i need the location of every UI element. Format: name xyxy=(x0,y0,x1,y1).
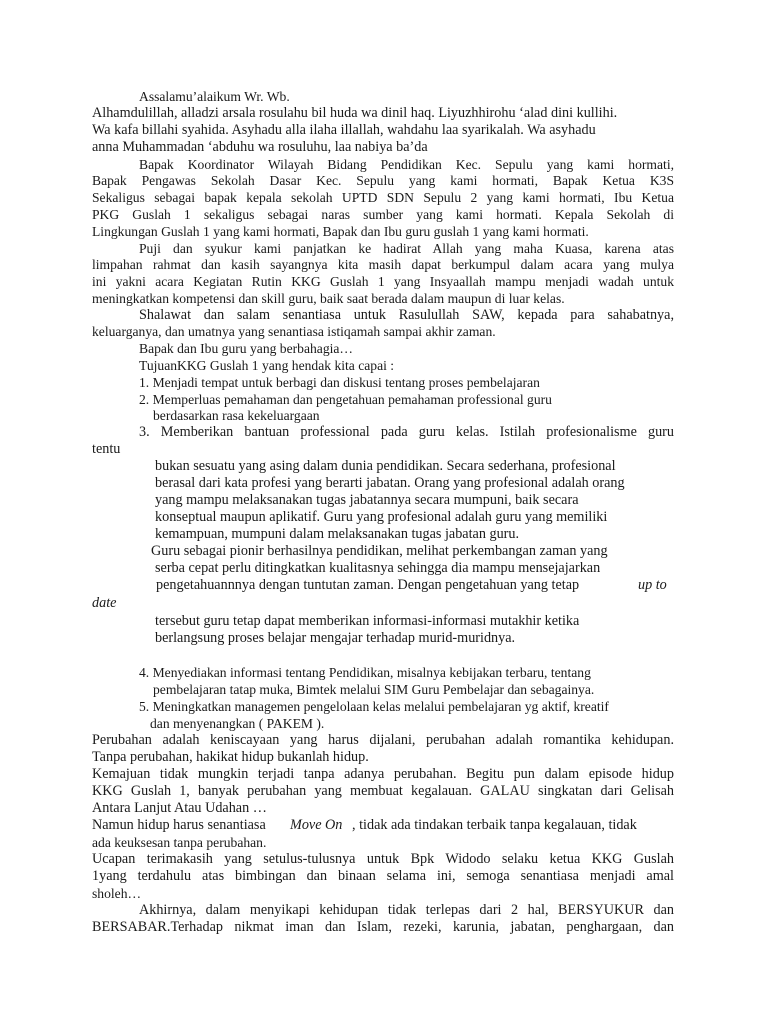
text-line: serba cepat perlu ditingkatkan kualitasnya sehingga dia mampu mensejajarkan xyxy=(155,560,601,576)
text-line: yang mampu melaksanakan tugas jabatannya secara mumpuni, baik secara xyxy=(155,492,579,508)
text-line: konseptual maupun aplikatif. Guru yang profesional adalah guru yang memiliki xyxy=(155,509,608,525)
text-line: Alhamdulillah, alladzi arsala rosulahu bil huda wa dinil haq. Liyuzhhirohu ‘alad dini kullihi. xyxy=(92,105,618,121)
text-line: up to xyxy=(638,577,667,593)
text-line: bukan sesuatu yang asing dalam dunia pendidikan. Secara sederhana, profesional xyxy=(155,458,616,474)
text-line: Lingkungan Guslah 1 yang kami hormati, Bapak dan Ibu guru guslah 1 yang kami hormati. xyxy=(92,224,589,239)
text-line: Shalawat dan salam senantiasa untuk Rasulullah SAW, kepada para sahabatnya, xyxy=(139,307,674,323)
text-line: Akhirnya, dalam menyikapi kehidupan tidak terlepas dari 2 hal, BERSYUKUR dan xyxy=(139,902,674,918)
text-line: KKG Guslah 1, banyak perubahan yang membuat kegalauan. GALAU singkatan dari Gelisah xyxy=(92,783,674,799)
text-line: sholeh… xyxy=(92,886,142,901)
text-line: Bapak Pengawas Sekolah Dasar Kec. Sepulu yang kami hormati, Bapak Ketua K3S xyxy=(92,173,674,188)
text-line: Guru sebagai pionir berhasilnya pendidikan, melihat perkembangan zaman yang xyxy=(151,543,608,559)
text-line: kemampuan, mumpuni dalam melaksanakan tugas jabatan guru. xyxy=(155,526,520,542)
text-line: Perubahan adalah keniscayaan yang harus dijalani, perubahan adalah romantika kehidupan. xyxy=(92,732,674,748)
text-line: , tidak ada tindakan terbaik tanpa kegalauan, tidak xyxy=(352,817,637,833)
text-line: 1. Menjadi tempat untuk berbagi dan diskusi tentang proses pembelajaran xyxy=(139,375,540,390)
text-line: pengetahuannnya dengan tuntutan zaman. Dengan pengetahuan yang tetap xyxy=(156,577,580,593)
text-line: 2. Memperluas pemahaman dan pengetahuan pemahaman professional guru xyxy=(139,392,552,407)
text-line: Bapak Koordinator Wilayah Bidang Pendidikan Kec. Sepulu yang kami hormati, xyxy=(139,157,674,172)
text-line: 4. Menyediakan informasi tentang Pendidikan, misalnya kebijakan terbaru, tentang xyxy=(139,665,591,680)
text-line: Tanpa perubahan, hakikat hidup bukanlah hidup. xyxy=(92,749,369,765)
text-line: tersebut guru tetap dapat memberikan informasi-informasi mutakhir ketika xyxy=(155,613,580,629)
text-line: Sekaligus sebagai bapak kepala sekolah UPTD SDN Sepulu 2 yang kami hormati, Ibu Ketua xyxy=(92,190,674,205)
text-line: meningkatkan kompetensi dan skill guru, baik saat berada dalam maupun di luar kelas. xyxy=(92,291,565,306)
text-line: anna Muhammadan ‘abduhu wa rosuluhu, laa nabiya ba’da xyxy=(92,139,428,155)
text-line: date xyxy=(92,595,117,611)
text-line: Bapak dan Ibu guru yang berbahagia… xyxy=(139,341,354,356)
text-line: Antara Lanjut Atau Udahan … xyxy=(92,800,267,816)
text-line: dan menyenangkan ( PAKEM ). xyxy=(150,716,325,731)
text-line: BERSABAR.Terhadap nikmat iman dan Islam, rezeki, karunia, jabatan, penghargaan, dan xyxy=(92,919,674,935)
text-line: PKG Guslah 1 sekaligus sebagai naras sumber yang kami hormati. Kepala Sekolah di xyxy=(92,207,674,222)
text-line: 1yang terdahulu atas bimbingan dan binaan selama ini, semoga senantiasa menjadi amal xyxy=(92,868,674,884)
text-line: Namun hidup harus senantiasa xyxy=(92,817,266,833)
text-line: ada keuksesan tanpa perubahan. xyxy=(92,835,267,850)
text-line: TujuanKKG Guslah 1 yang hendak kita capai : xyxy=(139,358,395,373)
text-line: berlangsung proses belajar mengajar terhadap murid-muridnya. xyxy=(155,630,516,646)
text-line: berdasarkan rasa kekeluargaan xyxy=(153,408,320,423)
text-line: tentu xyxy=(92,441,121,457)
text-line: berasal dari kata profesi yang berarti jabatan. Orang yang profesional adalah orang xyxy=(155,475,625,491)
text-line: keluarganya, dan umatnya yang senantiasa istiqamah sampai akhir zaman. xyxy=(92,324,496,339)
text-line: Assalamu’alaikum Wr. Wb. xyxy=(139,89,290,104)
text-line: ini yakni acara Kegiatan Rutin KKG Guslah 1 yang Insyaallah mampu menjadi wadah untuk xyxy=(92,274,674,289)
text-line: Puji dan syukur kami panjatkan ke hadirat Allah yang maha Kuasa, karena atas xyxy=(139,241,674,256)
text-line: Ucapan terimakasih yang setulus-tulusnya untuk Bpk Widodo selaku ketua KKG Guslah xyxy=(92,851,674,867)
text-line: Wa kafa billahi syahida. Asyhadu alla ilaha illallah, wahdahu laa syarikalah. Wa asyhadu xyxy=(92,122,596,138)
text-line: pembelajaran tatap muka, Bimtek melalui SIM Guru Pembelajar dan sebagainya. xyxy=(153,682,595,697)
text-line: Kemajuan tidak mungkin terjadi tanpa adanya perubahan. Begitu pun dalam episode hidup xyxy=(92,766,674,782)
text-line: Move On xyxy=(290,817,343,833)
text-line: 5. Meningkatkan managemen pengelolaan kelas melalui pembelajaran yg aktif, kreatif xyxy=(139,699,609,714)
text-line: limpahan rahmat dan kasih sayangnya kita masih dapat berkumpul dalam acara yang mulya xyxy=(92,257,674,272)
text-line: 3. Memberikan bantuan professional pada guru kelas. Istilah profesionalisme guru xyxy=(139,424,674,440)
